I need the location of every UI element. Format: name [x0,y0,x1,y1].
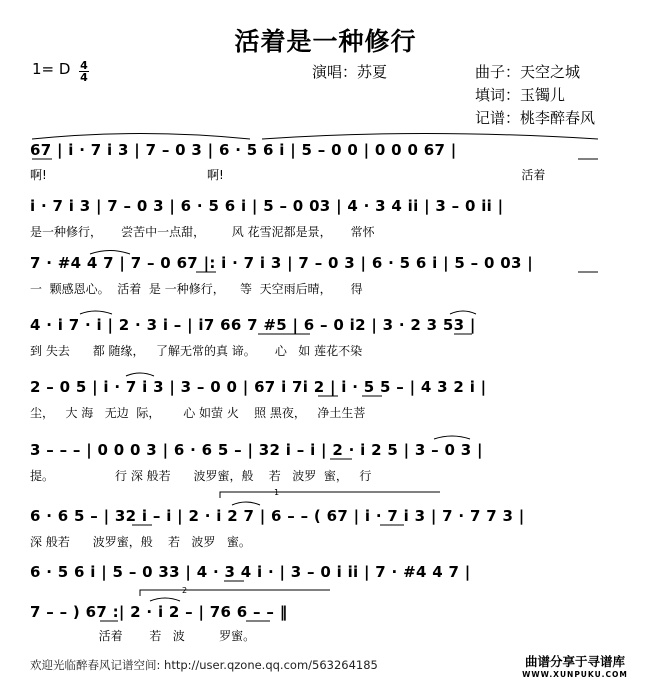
volta-first-bracket [220,492,440,498]
singer-credit: 演唱：苏夏 [312,63,388,81]
slur-line-5 [126,373,154,376]
notation-line-8: 6 · 5 6 i | 5 – 0 33 | 4 · 3 4 i · | 3 – 0 i ii | 7 · #4 4 7 | [30,563,471,581]
time-signature-top: 4 [80,59,88,72]
lyric-line-3: 一 颗感恩心。 活着 是 一种修行， 等 天空雨后晴， 得 [30,282,363,296]
slur-line-4 [80,311,112,314]
notation-line-6: 3 – – – | 0 0 0 3 | 6 · 6 5 – | 32 i – i | 2 · i 2 5 | 3 – 0 3 | [30,441,483,459]
lyricist-credit: 填词：玉镯儿 [475,86,566,104]
slur-line-3 [90,251,130,255]
song-title: 活着是一种修行 [234,27,417,56]
lyric-line-6: 提。 行 深 般若 波罗蜜，般 若 波罗 蜜， 行 [30,469,372,483]
notation-line-7: 6 · 6 5 – | 32 i – i | 2 · i 2 7 | 6 – – ( 67 | i · 7 i 3 | 7 · 7 7 3 | [30,507,525,525]
lyric-line-2: 是一种修行， 尝苦中一点甜， 风 花雪泥都是景， 常怀 [30,225,375,239]
lyric-line-9: 活着 若 波 罗蜜。 [30,629,256,643]
notation-line-5: 2 – 0 5 | i · 7 i 3 | 3 – 0 0 | 67 i 7i 2 | i · 5 5 – | 4 3 2 i | [30,378,487,396]
volta-first-number: 1 [274,488,280,497]
notation-line-9: 7 – – ) 67 :| 2 · i 2 – | 76 6 – – ‖ [30,603,288,621]
slur-line-1b [262,134,598,140]
footer-watermark [500,652,650,679]
lyric-line-7: 深 般若 波罗蜜，般 若 波罗 蜜。 [30,535,251,549]
notation-line-1: 67 | i · 7 i 3 | 7 – 0 3 | 6 · 5 6 i | 5 – 0 0 | 0 0 0 67 | [30,141,457,159]
notation-line-3: 7 · #4 4 7 | 7 – 0 67 |: i · 7 i 3 | 7 – 0 3 | 6 · 5 6 i | 5 – 0 03 | [30,254,534,272]
volta-second-number: 2 [182,586,188,595]
slur-line-4b [450,311,476,314]
volta-second-bracket [140,590,330,596]
footer-watermark-url: WWW.XUNPUKU.COM [522,670,628,679]
slur-line-1a [32,134,250,140]
slur-line-9 [150,598,180,601]
key-signature: 1= D [32,60,71,78]
lyric-line-1: 啊! 啊! 活着 [30,168,546,182]
lyric-line-5: 尘， 大 海 无边 际， 心 如萤 火 照 黑夜， 净土生菩 [30,406,366,420]
notation-line-2: i · 7 i 3 | 7 – 0 3 | 6 · 5 6 i | 5 – 0 03 | 4 · 3 4 ii | 3 – 0 ii | [30,197,504,215]
transcriber-credit: 记谱：桃李醉春风 [475,109,596,127]
slur-line-6 [434,436,470,439]
footer-website: 欢迎光临醉春风记谱空间: http://user.qzone.qq.com/563264185 [30,658,378,672]
notation-line-4: 4 · i 7 · i | 2 · 3 i – | i7 66 7 #5 | 6 – 0 i2 | 3 · 2 3 53 | [30,316,476,334]
slur-line-7 [232,502,260,505]
time-signature-bottom: 4 [80,71,88,84]
lyric-line-4: 到 失去 都 随缘， 了解无常的真 谛。 心 如 莲花不染 [30,344,363,358]
footer-watermark-title: 曲谱分享于寻谱库 [524,654,625,669]
composer-credit: 曲子：天空之城 [475,63,581,81]
